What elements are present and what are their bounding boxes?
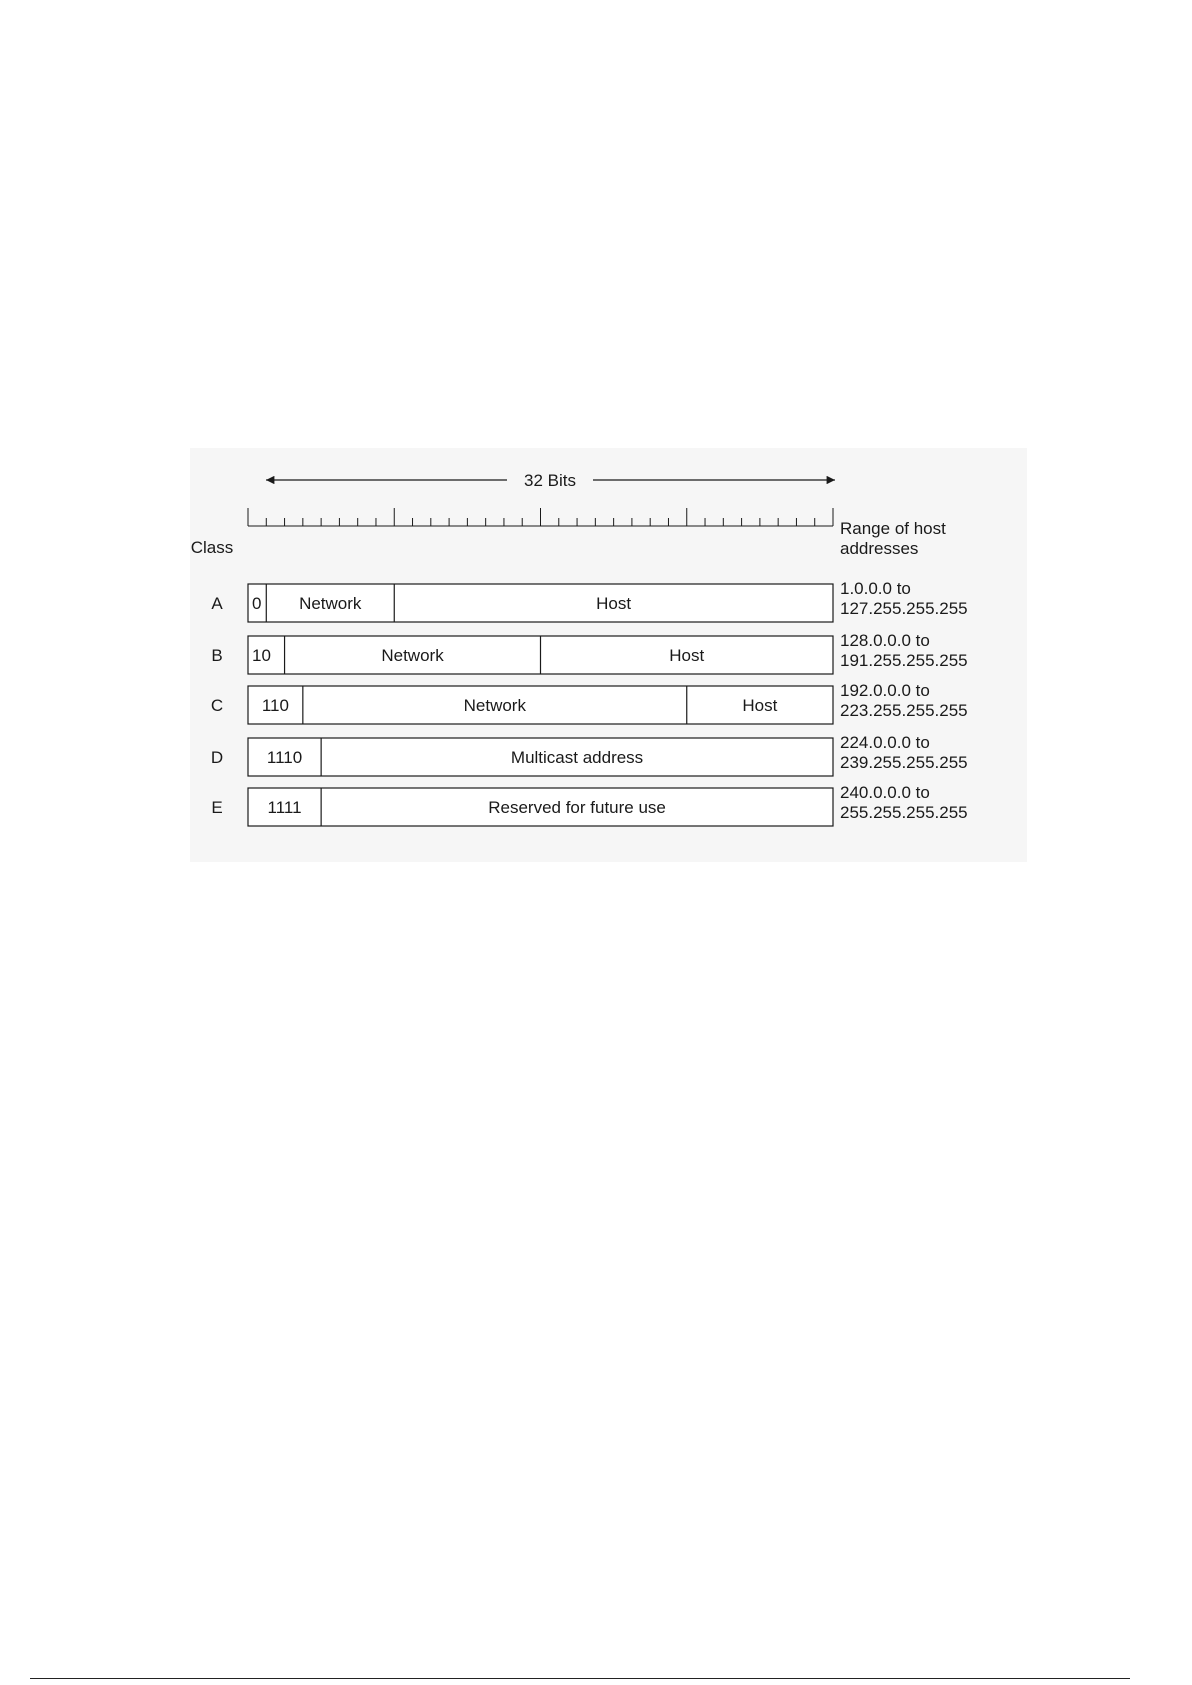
prefix-bits-label: 110 <box>261 696 289 715</box>
bits-label: 32 Bits <box>524 471 576 490</box>
class-letter: E <box>211 798 223 817</box>
class-row-b <box>211 631 967 674</box>
range-start: 1.0.0.0 to <box>840 579 911 598</box>
field-label-reserved-for-future-use: Reserved for future use <box>488 798 666 817</box>
prefix-bits-label: 0 <box>252 594 262 613</box>
prefix-bits-label: 1110 <box>266 748 303 767</box>
range-start: 224.0.0.0 to <box>840 733 930 752</box>
range-start: 192.0.0.0 to <box>840 681 930 700</box>
page-bottom-rule <box>30 1678 1130 1679</box>
range-end: 223.255.255.255 <box>840 701 968 720</box>
class-rows <box>211 579 968 826</box>
class-letter: B <box>211 646 223 665</box>
prefix-bits-label: 1111 <box>267 798 302 817</box>
range-start: 128.0.0.0 to <box>840 631 930 650</box>
class-row-e <box>211 783 967 826</box>
field-label-multicast-address: Multicast address <box>510 748 644 767</box>
range-end: 127.255.255.255 <box>840 599 968 618</box>
range-end: 255.255.255.255 <box>840 803 968 822</box>
class-row-d <box>211 733 968 776</box>
range-end: 191.255.255.255 <box>840 651 968 670</box>
range-start: 240.0.0.0 to <box>840 783 930 802</box>
class-header: Class <box>190 538 234 557</box>
field-label-host: Host <box>742 696 778 715</box>
class-row-a <box>211 579 967 622</box>
bit-ruler <box>248 508 833 526</box>
field-label-network: Network <box>463 696 526 715</box>
field-label-host: Host <box>596 594 632 613</box>
ip-address-class-diagram <box>190 448 1027 862</box>
range-header-line-1: Range of host <box>840 519 946 538</box>
class-letter: D <box>210 748 224 767</box>
field-label-network: Network <box>299 594 362 613</box>
range-header-line-2: addresses <box>840 539 919 558</box>
ip-address-class-figure <box>190 448 1027 862</box>
class-row-c <box>211 681 968 724</box>
range-end: 239.255.255.255 <box>840 753 968 772</box>
prefix-bits-label: 10 <box>252 646 271 665</box>
class-letter: C <box>210 696 224 715</box>
field-label-host: Host <box>669 646 705 665</box>
field-label-network: Network <box>381 646 444 665</box>
class-letter: A <box>211 594 223 613</box>
